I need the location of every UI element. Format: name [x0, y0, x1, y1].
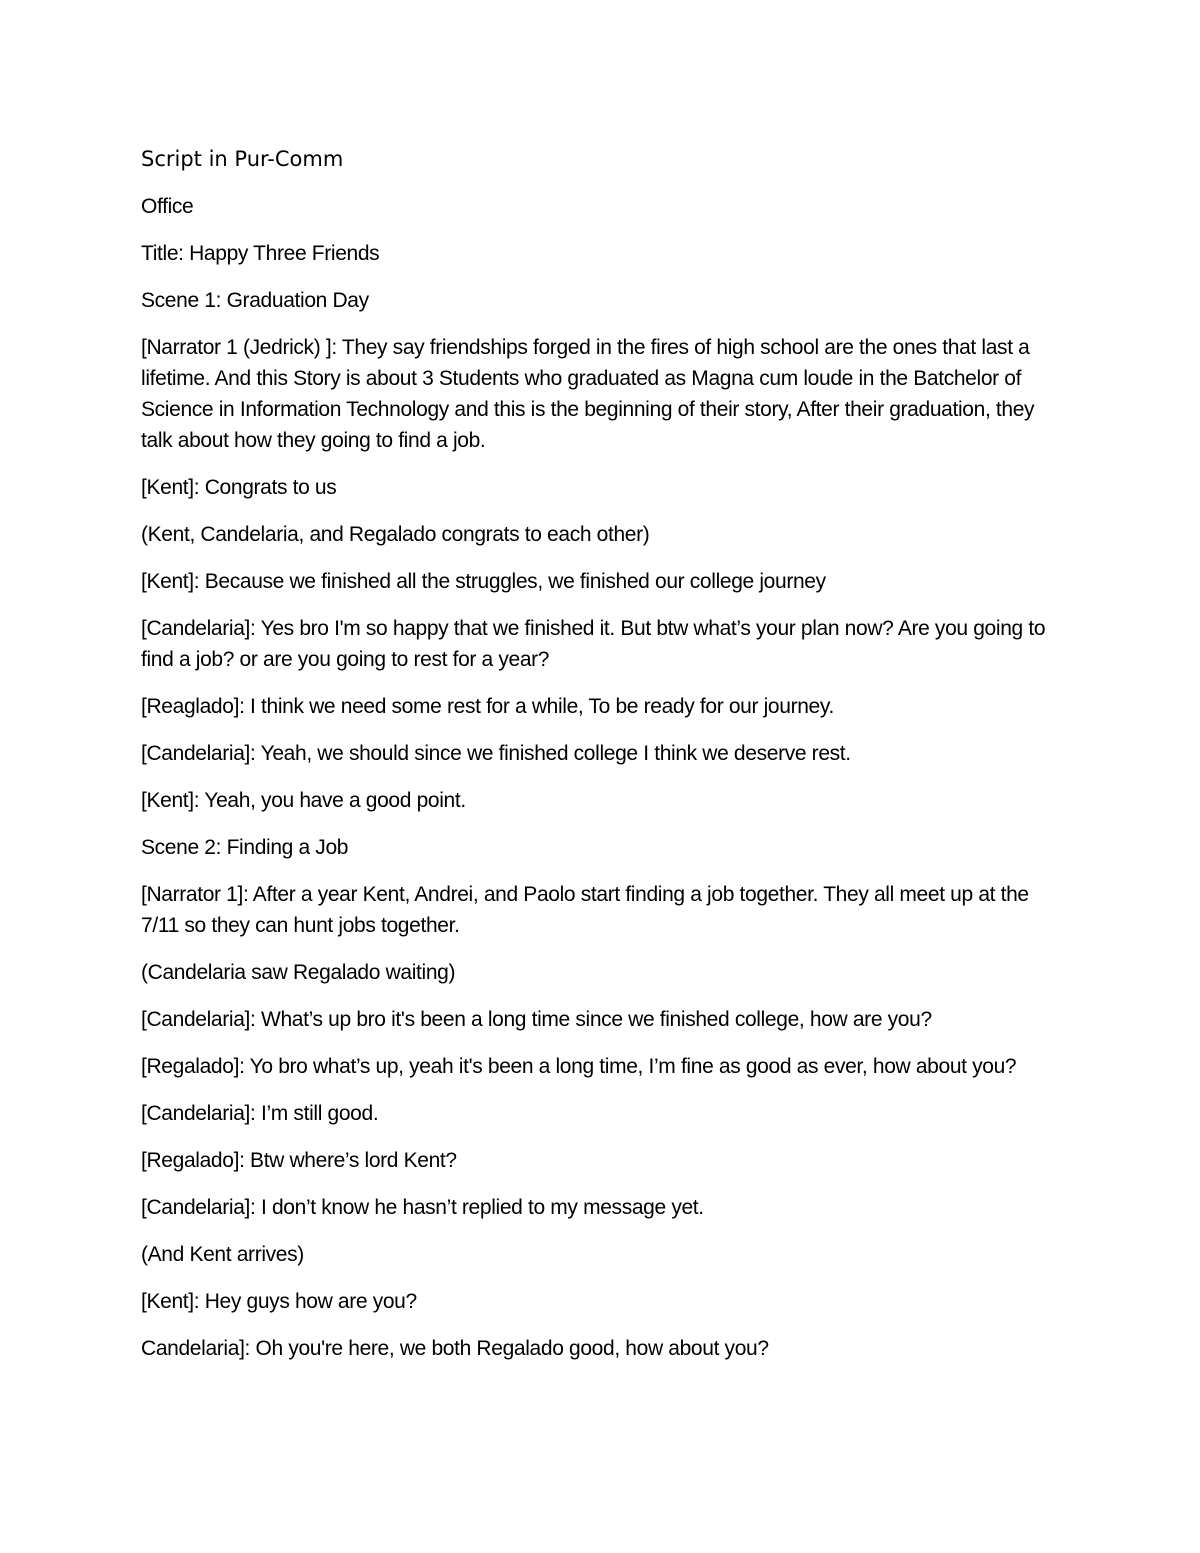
dialogue-line: [Regalado]: Yo bro what’s up, yeah it's been a long time, I’m fine as good as ever, how about you? — [141, 1055, 1017, 1078]
dialogue-line: [Candelaria]: Yes bro I'm so happy that we finished it. But btw what’s your plan now? Are you going to find a job? or are you going to rest for a year? — [141, 617, 1046, 671]
scene-heading: Scene 1: Graduation Day — [141, 289, 369, 312]
dialogue-line: [Kent]: Yeah, you have a good point. — [141, 789, 466, 812]
dialogue-line: [Candelaria]: I don’t know he hasn’t replied to my message yet. — [141, 1196, 704, 1219]
document-body — [141, 144, 1066, 1380]
stage-direction: (Candelaria saw Regalado waiting) — [141, 961, 456, 984]
dialogue-line: [Narrator 1 (Jedrick) ]: They say friendships forged in the fires of high school are the ones that last a lifetime. And this Story is about 3 Students who graduated as Magna cum loude in the Batchelor of Science in Information Technology and this is the beginning of their story, After their graduation, they talk about how they going to find a job. — [141, 336, 1035, 452]
dialogue-line: [Regalado]: Btw where’s lord Kent? — [141, 1149, 457, 1172]
scene-heading: Scene 2: Finding a Job — [141, 836, 349, 859]
stage-direction: (And Kent arrives) — [141, 1243, 304, 1266]
dialogue-line: Candelaria]: Oh you're here, we both Regalado good, how about you? — [141, 1337, 769, 1360]
paragraph-office: Office — [141, 195, 194, 218]
dialogue-line: [Kent]: Hey guys how are you? — [141, 1290, 417, 1313]
document-title: Script in Pur-Comm — [141, 147, 344, 171]
dialogue-line: [Candelaria]: Yeah, we should since we finished college I think we deserve rest. — [141, 742, 851, 765]
dialogue-line: [Kent]: Congrats to us — [141, 476, 337, 499]
dialogue-line: [Kent]: Because we finished all the struggles, we finished our college journey — [141, 570, 826, 593]
dialogue-line: [Candelaria]: What’s up bro it's been a long time since we finished college, how are you? — [141, 1008, 932, 1031]
paragraph-play-title: Title: Happy Three Friends — [141, 242, 380, 265]
dialogue-line: [Candelaria]: I’m still good. — [141, 1102, 379, 1125]
stage-direction: (Kent, Candelaria, and Regalado congrats to each other) — [141, 523, 650, 546]
dialogue-line: [Narrator 1]: After a year Kent, Andrei, and Paolo start finding a job together. They all meet up at the 7/11 so they can hunt jobs together. — [141, 883, 1029, 937]
dialogue-line: [Reaglado]: I think we need some rest for a while, To be ready for our journey. — [141, 695, 834, 718]
